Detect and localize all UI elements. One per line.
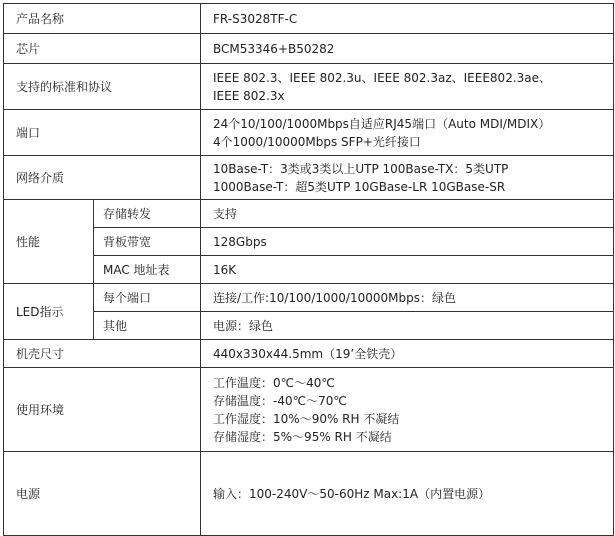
row-chip bbox=[4, 34, 614, 64]
store-forward-value: 支持 bbox=[201, 200, 614, 228]
led-port-label: 每个端口 bbox=[94, 284, 201, 312]
row-power bbox=[4, 452, 614, 536]
row-environment bbox=[4, 368, 614, 452]
mac-table-label: MAC 地址表 bbox=[94, 256, 201, 284]
row-standards bbox=[4, 64, 614, 110]
power-label: 电源 bbox=[4, 452, 201, 536]
environment-line-4: 存储湿度：5%～95% RH 不凝结 bbox=[213, 429, 392, 444]
row-led-port bbox=[4, 284, 614, 312]
row-store-forward bbox=[4, 200, 614, 228]
row-led-other bbox=[4, 312, 614, 340]
row-chassis bbox=[4, 340, 614, 368]
store-forward-label: 存储转发 bbox=[94, 200, 201, 228]
backplane-label: 背板带宽 bbox=[94, 228, 201, 256]
chip-value: BCM53346+B50282 bbox=[201, 34, 614, 64]
led-port-value: 连接/工作:10/100/1000/10000Mbps：绿色 bbox=[201, 284, 614, 312]
network-media-line-1: 10Base-T：3类或3类以上UTP 100Base-TX：5类UTP bbox=[213, 161, 509, 176]
standards-label: 支持的标准和协议 bbox=[4, 64, 201, 110]
network-media-line-2: 1000Base-T：超5类UTP 10GBase-LR 10GBase-SR bbox=[213, 179, 506, 194]
product-name-value: FR-S3028TF-C bbox=[201, 4, 614, 34]
environment-value bbox=[201, 368, 614, 452]
standards-value bbox=[201, 64, 614, 110]
network-media-value bbox=[201, 156, 614, 200]
ports-line-2: 4个1000/10000Mbps SFP+光纤接口 bbox=[213, 134, 421, 149]
row-backplane bbox=[4, 228, 614, 256]
chassis-label: 机壳尺寸 bbox=[4, 340, 201, 368]
product-name-label: 产品名称 bbox=[4, 4, 201, 34]
environment-line-3: 工作湿度：10%～90% RH 不凝结 bbox=[213, 411, 400, 426]
row-product-name bbox=[4, 4, 614, 34]
mac-table-value: 16K bbox=[201, 256, 614, 284]
standards-line-2: IEEE 802.3x bbox=[213, 88, 285, 103]
standards-line-1: IEEE 802.3、IEEE 802.3u、IEEE 802.3az、IEEE802.3ae、 bbox=[213, 70, 552, 85]
performance-label: 性能 bbox=[4, 200, 94, 284]
spec-table bbox=[3, 3, 614, 536]
network-media-label: 网络介质 bbox=[4, 156, 201, 200]
led-label: LED指示 bbox=[4, 284, 94, 340]
led-other-label: 其他 bbox=[94, 312, 201, 340]
backplane-value: 128Gbps bbox=[201, 228, 614, 256]
ports-line-1: 24个10/100/1000Mbps自适应RJ45端口（Auto MDI/MDIX） bbox=[213, 116, 551, 131]
led-other-value: 电源：绿色 bbox=[201, 312, 614, 340]
chassis-value: 440x330x44.5mm（19’全铁壳） bbox=[201, 340, 614, 368]
row-mac-table bbox=[4, 256, 614, 284]
row-ports bbox=[4, 110, 614, 156]
environment-line-1: 工作温度：0℃～40℃ bbox=[213, 375, 335, 390]
environment-line-2: 存储温度：-40℃～70℃ bbox=[213, 393, 347, 408]
power-value: 输入：100-240V～50-60Hz Max:1A（内置电源） bbox=[201, 452, 614, 536]
row-network-media bbox=[4, 156, 614, 200]
chip-label: 芯片 bbox=[4, 34, 201, 64]
environment-label: 使用环境 bbox=[4, 368, 201, 452]
ports-label: 端口 bbox=[4, 110, 201, 156]
ports-value bbox=[201, 110, 614, 156]
